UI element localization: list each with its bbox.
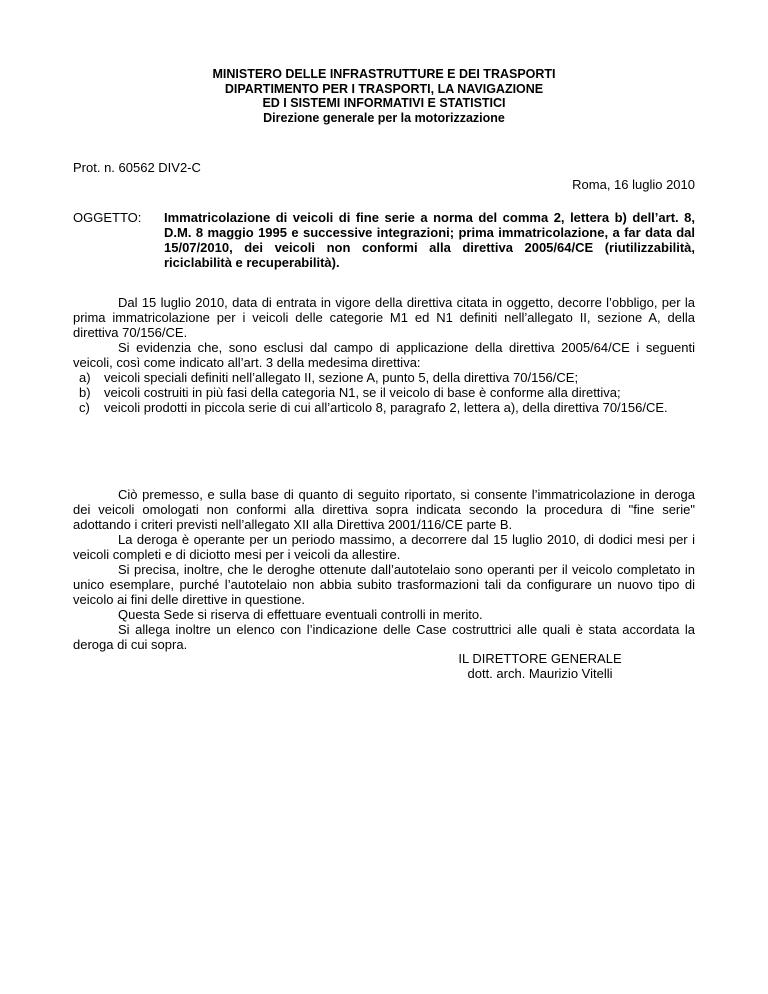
paragraph: Dal 15 luglio 2010, data di entrata in vigore della direttiva citata in oggetto, decorre l’obbligo, per la prima immatricolazione per i veicoli delle categorie M1 ed N1 definiti nell’allegato II, sezione A, della direttiva 70/156/CE.: [73, 295, 695, 340]
letterhead: [100, 67, 668, 125]
list-item: [79, 385, 695, 400]
list-marker: b): [79, 385, 91, 400]
department-name-cont: ED I SISTEMI INFORMATIVI E STATISTICI: [262, 96, 506, 110]
paragraph: Si precisa, inoltre, che le deroghe ottenute dall’autotelaio sono operanti per il veicolo completato in unico esemplare, purché l’autotelaio non abbia subito trasformazioni tali da configurare un nuovo tipo di veicolo ai fini delle direttive in questione.: [73, 562, 695, 607]
signatory-title: IL DIRETTORE GENERALE: [458, 651, 622, 666]
list-marker: a): [79, 370, 91, 385]
paragraph: La deroga è operante per un periodo massimo, a decorrere dal 15 luglio 2010, di dodici mesi per i veicoli completi e di diciotto mesi per i veicoli da allestire.: [73, 532, 695, 562]
paragraph: Questa Sede si riserva di effettuare eventuali controlli in merito.: [118, 607, 483, 622]
body-section-2: [73, 487, 695, 652]
letter-date: Roma, 16 luglio 2010: [572, 177, 695, 192]
list-item-text: veicoli costruiti in più fasi della categoria N1, se il veicolo di base è conforme alla direttiva;: [104, 385, 621, 400]
list-item: [79, 370, 695, 385]
signature-block: [405, 651, 675, 681]
subject-label: OGGETTO:: [73, 210, 142, 225]
paragraph: Si allega inoltre un elenco con l’indicazione delle Case costruttrici alle quali è stata accordata la deroga di cui sopra.: [73, 622, 695, 652]
paragraph: Ciò premesso, e sulla base di quanto di seguito riportato, si consente l’immatricolazione in deroga dei veicoli omologati non conformi alla direttiva sopra indicata secondo la procedura di "fine serie" adottando i criteri previsti nell’allegato XII alla Direttiva 2001/116/CE parte B.: [73, 487, 695, 532]
department-name: DIPARTIMENTO PER I TRASPORTI, LA NAVIGAZIONE: [224, 81, 544, 96]
ministry-name: MINISTERO DELLE INFRASTRUTTURE E DEI TRASPORTI: [212, 67, 556, 81]
body-section-1: [73, 295, 695, 415]
list-item: [79, 400, 695, 415]
paragraph: Si evidenzia che, sono esclusi dal campo di applicazione della direttiva 2005/64/CE i seguenti veicoli, così come indicato all’art. 3 della medesima direttiva:: [73, 340, 695, 370]
signatory-name: dott. arch. Maurizio Vitelli: [467, 666, 613, 681]
directorate-name: Direzione generale per la motorizzazione: [263, 110, 505, 125]
list-item-text: veicoli prodotti in piccola serie di cui all’articolo 8, paragrafo 2, lettera a), della direttiva 70/156/CE.: [104, 400, 668, 415]
subject-text: Immatricolazione di veicoli di fine serie a norma del comma 2, lettera b) dell’art. 8, D.M. 8 maggio 1995 e successive integrazioni; prima immatricolazione, a far data dal 15/07/2010, dei veicoli non conformi alla direttiva 2005/64/CE (riutilizzabilità, riciclabilità e recuperabilità).: [164, 210, 695, 270]
protocol-number: Prot. n. 60562 DIV2-C: [73, 160, 201, 175]
list-item-text: veicoli speciali definiti nell’allegato II, sezione A, punto 5, della direttiva 70/156/CE;: [104, 370, 579, 385]
exclusion-list: [73, 370, 695, 415]
list-marker: c): [79, 400, 90, 415]
